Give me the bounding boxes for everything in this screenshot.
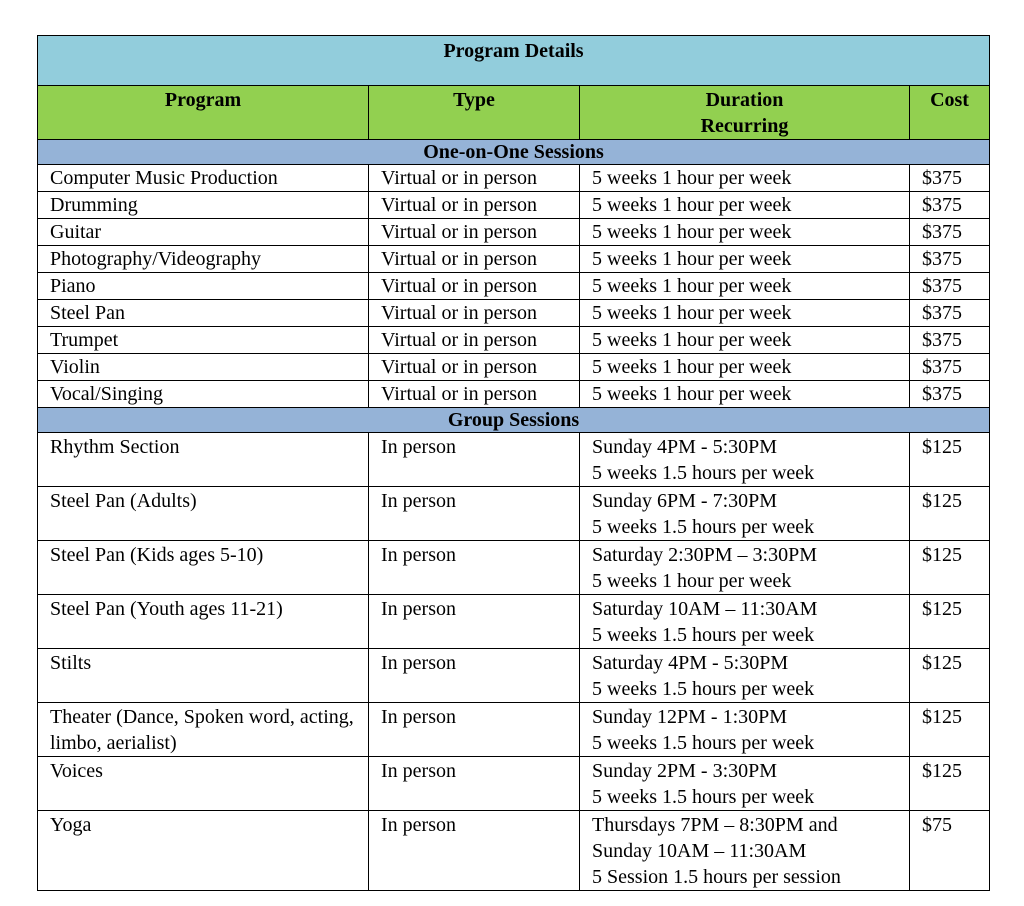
table-title: Program Details [38,36,990,86]
duration-line: Sunday 4PM - 5:30PM [592,436,778,458]
duration-line: Thursdays 7PM – 8:30PM and [592,814,838,836]
duration-cell [580,246,910,273]
column-header-duration [580,86,910,140]
duration-cell [580,487,910,541]
program-cell [38,703,369,757]
type-cell: Virtual or in person [369,273,580,300]
duration-line: 5 weeks 1.5 hours per week [592,678,815,700]
program-cell [38,165,369,192]
program-cell [38,433,369,487]
program-cell [38,649,369,703]
cost-cell: $125 [910,541,990,595]
duration-cell [580,219,910,246]
cost-cell: $125 [910,703,990,757]
duration-cell [580,595,910,649]
duration-line: 5 weeks 1 hour per week [592,302,792,324]
duration-line: 5 weeks 1 hour per week [592,356,792,378]
cost-cell: $75 [910,811,990,891]
program-name: Stilts [50,652,92,674]
column-header-type: Type [369,86,580,140]
duration-line: Saturday 2:30PM – 3:30PM [592,544,818,566]
duration-cell [580,649,910,703]
type-cell: Virtual or in person [369,300,580,327]
title-row [38,36,990,86]
table-row [38,327,990,354]
program-cell [38,757,369,811]
column-header-cost: Cost [910,86,990,140]
type-cell: In person [369,811,580,891]
program-name: Guitar [50,221,102,243]
duration-line: 5 weeks 1.5 hours per week [592,462,815,484]
table-row [38,811,990,891]
duration-cell [580,433,910,487]
cost-cell: $375 [910,300,990,327]
program-name: Computer Music Production [50,167,278,189]
program-cell [38,327,369,354]
duration-line: Sunday 10AM – 11:30AM [592,840,807,862]
column-header-duration-line1: Duration [705,89,784,111]
duration-line: 5 weeks 1.5 hours per week [592,786,815,808]
type-cell: Virtual or in person [369,219,580,246]
program-name: Violin [50,356,100,378]
cost-cell: $375 [910,246,990,273]
program-cell [38,381,369,408]
table-row [38,595,990,649]
cost-cell: $375 [910,192,990,219]
program-name: Voices [50,760,103,782]
program-cell [38,219,369,246]
duration-line: Sunday 6PM - 7:30PM [592,490,778,512]
cost-cell: $375 [910,354,990,381]
program-name: Piano [50,275,96,297]
duration-line: 5 weeks 1 hour per week [592,221,792,243]
program-cell [38,192,369,219]
program-name: Vocal/Singing [50,383,163,405]
program-name: Theater (Dance, Spoken word, acting, limbo, aerialist) [50,706,354,754]
table-row [38,192,990,219]
program-name: Trumpet [50,329,119,351]
program-name: Yoga [50,814,92,836]
table-row [38,757,990,811]
cost-cell: $125 [910,595,990,649]
type-cell: In person [369,433,580,487]
program-cell [38,811,369,891]
program-name: Steel Pan (Adults) [50,490,197,512]
duration-line: 5 weeks 1 hour per week [592,275,792,297]
type-cell: In person [369,487,580,541]
program-cell [38,487,369,541]
section-header-row [38,408,990,433]
duration-line: 5 weeks 1 hour per week [592,194,792,216]
table-row [38,703,990,757]
duration-cell [580,703,910,757]
program-details-table [37,35,990,891]
type-cell: Virtual or in person [369,327,580,354]
duration-cell [580,757,910,811]
cost-cell: $125 [910,487,990,541]
program-name: Steel Pan (Kids ages 5-10) [50,544,264,566]
program-cell [38,541,369,595]
duration-cell [580,354,910,381]
duration-line: 5 weeks 1 hour per week [592,383,792,405]
duration-cell [580,381,910,408]
duration-line: 5 weeks 1 hour per week [592,329,792,351]
table-row [38,433,990,487]
program-name: Drumming [50,194,138,216]
duration-line: 5 weeks 1 hour per week [592,248,792,270]
type-cell: In person [369,757,580,811]
type-cell: In person [369,541,580,595]
duration-line: Saturday 10AM – 11:30AM [592,598,818,620]
duration-line: Sunday 12PM - 1:30PM [592,706,788,728]
type-cell: In person [369,703,580,757]
table-row [38,649,990,703]
duration-cell [580,273,910,300]
duration-cell [580,165,910,192]
program-name: Steel Pan [50,302,125,324]
cost-cell: $125 [910,757,990,811]
type-cell: Virtual or in person [369,246,580,273]
table-row [38,246,990,273]
table-body [38,140,990,891]
program-cell [38,246,369,273]
type-cell: In person [369,595,580,649]
type-cell: Virtual or in person [369,354,580,381]
type-cell: Virtual or in person [369,165,580,192]
section-title: Group Sessions [38,408,990,433]
table-row [38,541,990,595]
cost-cell: $375 [910,219,990,246]
table-row [38,381,990,408]
duration-line: 5 weeks 1 hour per week [592,167,792,189]
table-row [38,300,990,327]
program-cell [38,300,369,327]
program-name: Rhythm Section [50,436,180,458]
duration-line: Saturday 4PM - 5:30PM [592,652,789,674]
duration-line: 5 weeks 1.5 hours per week [592,516,815,538]
table-row [38,165,990,192]
table-row [38,487,990,541]
program-name: Steel Pan (Youth ages 11-21) [50,598,283,620]
duration-line: 5 weeks 1 hour per week [592,570,792,592]
type-cell: Virtual or in person [369,381,580,408]
section-title: One-on-One Sessions [38,140,990,165]
table-row [38,273,990,300]
duration-line: 5 weeks 1.5 hours per week [592,624,815,646]
cost-cell: $125 [910,649,990,703]
cost-cell: $375 [910,381,990,408]
duration-line: 5 weeks 1.5 hours per week [592,732,815,754]
column-header-program: Program [38,86,369,140]
table-row [38,219,990,246]
type-cell: In person [369,649,580,703]
column-header-duration-line2: Recurring [700,115,789,137]
type-cell: Virtual or in person [369,192,580,219]
duration-cell [580,192,910,219]
duration-cell [580,327,910,354]
column-header-row [38,86,990,140]
duration-line: 5 Session 1.5 hours per session [592,866,841,888]
cost-cell: $375 [910,165,990,192]
cost-cell: $375 [910,327,990,354]
cost-cell: $125 [910,433,990,487]
table-row [38,354,990,381]
duration-cell [580,300,910,327]
duration-cell [580,541,910,595]
program-cell [38,354,369,381]
program-name: Photography/Videography [50,248,261,270]
section-header-row [38,140,990,165]
cost-cell: $375 [910,273,990,300]
duration-line: Sunday 2PM - 3:30PM [592,760,778,782]
duration-cell [580,811,910,891]
program-cell [38,595,369,649]
program-cell [38,273,369,300]
